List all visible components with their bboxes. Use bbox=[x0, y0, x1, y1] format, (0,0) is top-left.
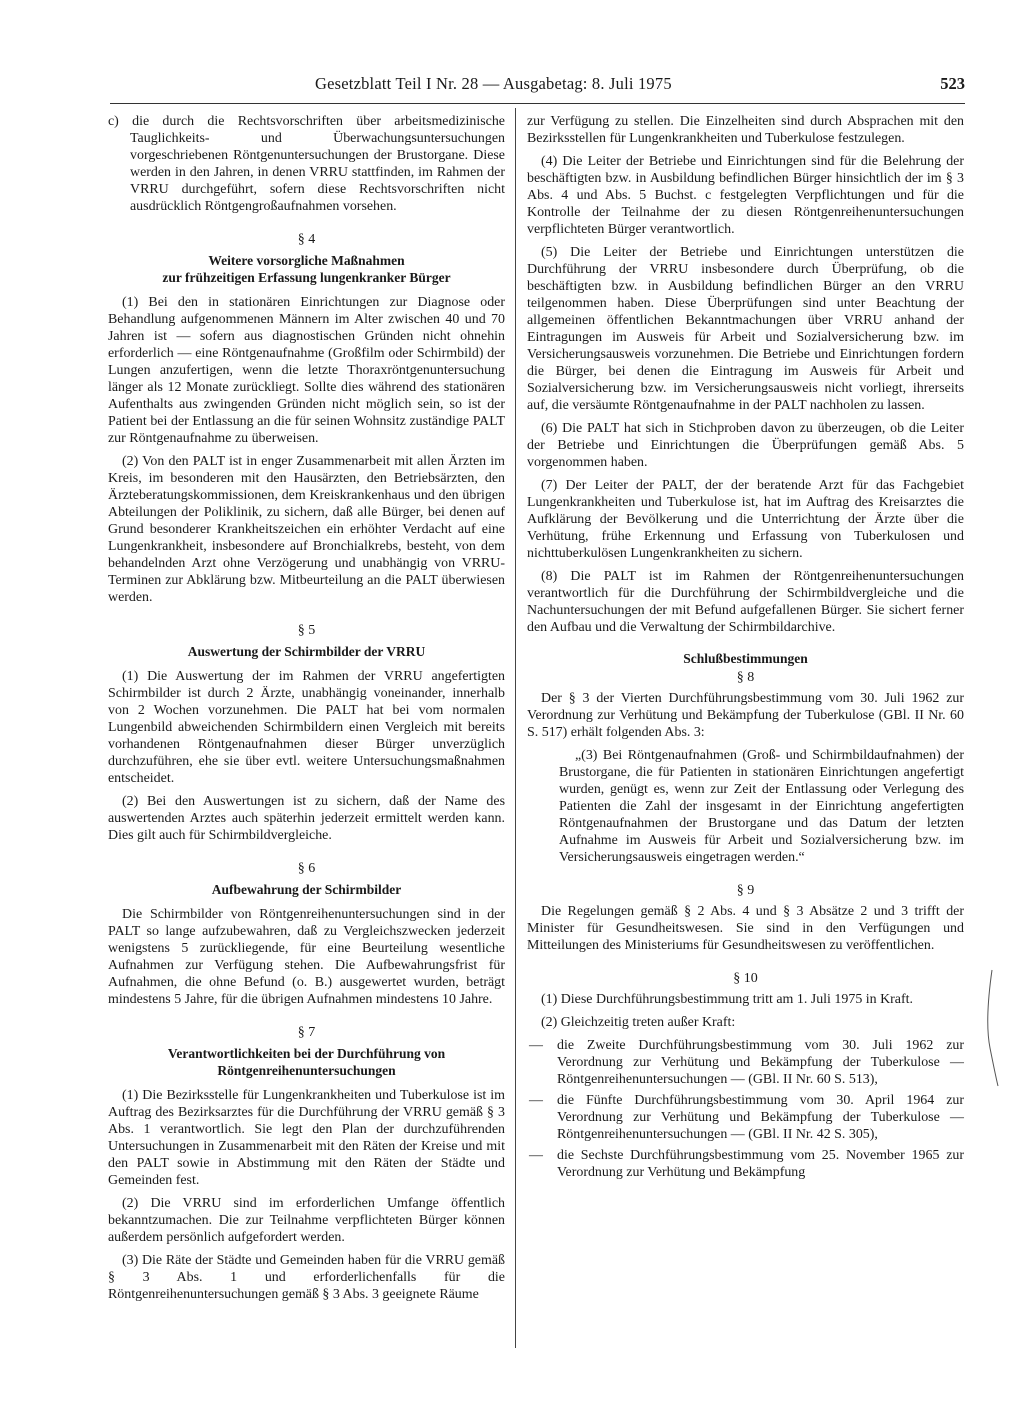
section-7-title-line-2: Röntgenreihenuntersuchungen bbox=[217, 1063, 396, 1078]
section-7-paragraph-6: (6) Die PALT hat sich in Stichproben davon zu überzeugen, ob die Leiter der Betriebe und Einrichtungen die Überprüfungen gemäß Abs. 5 vorgenommen haben. bbox=[527, 421, 964, 470]
section-10-number: § 10 bbox=[733, 971, 758, 986]
section-7-paragraph-4: (4) Die Leiter der Betriebe und Einrichtungen sind für die Belehrung der beschäftigten bzw. in Ausbildung befindlichen Bürger hinsichtlich der im § 3 Abs. 4 und Abs. 5 Buchst. c festgelegten Verpflichtungen und für die Kontrolle der Teilnahme der zu diesen Röntgenreihenuntersuchungen verpflichteten Bürger verantwortlich. bbox=[527, 154, 964, 237]
section-10-paragraph-2: (2) Gleichzeitig treten außer Kraft: bbox=[541, 1015, 736, 1030]
section-6-title: Aufbewahrung der Schirmbilder bbox=[211, 882, 402, 897]
section-4-paragraph-2: (2) Von den PALT ist in enger Zusammenarbeit mit allen Ärzten im Kreis, im besonderen mit den Hausärzten, den Betriebsärzten, den Ärzteberatungskommissionen, dem Kreiskrankenhaus und den übrigen Abteilungen der Poliklinik, zu sichern, daß alle Bürger, bei denen auf Grund besonderer Krankheitszeichen ein erhöhter Verdacht auf eine Lungenkrankheit, insbesondere auf Bronchialkrebs, besteht, von dem behandelnden Arzt ohne Verzögerung und unabhängig von VRRU-Terminen zur Abklärung bzw. Mitbeurteilung an die PALT überwiesen werden. bbox=[108, 454, 505, 605]
section-4-number: § 4 bbox=[297, 232, 316, 247]
section-7-paragraph-3: (3) Die Räte der Städte und Gemeinden haben für die VRRU gemäß § 3 Abs. 1 und erforderlichenfalls für die Röntgenreihenuntersuchungen gemäß § 3 Abs. 3 geeignete Räume bbox=[108, 1253, 505, 1302]
list-item bbox=[527, 1037, 964, 1088]
section-4-title-line-1: Weitere vorsorgliche Maßnahmen bbox=[208, 253, 405, 268]
section-8-paragraph-1: Der § 3 der Vierten Durchführungsbestimmung vom 30. Juli 1962 zur Verordnung zur Verhütung und Bekämpfung der Tuberkulose (GBl. II Nr. 60 S. 517) erhält folgenden Abs. 3: bbox=[527, 691, 964, 740]
section-10-paragraph-1: (1) Diese Durchführungsbestimmung tritt am 1. Juli 1975 in Kraft. bbox=[541, 992, 913, 1007]
dash-marker: — bbox=[529, 1038, 543, 1053]
list-item bbox=[527, 1092, 964, 1143]
header-title: Gesetzblatt Teil I Nr. 28 — Ausgabetag: 8. Juli 1975 bbox=[315, 74, 672, 93]
section-7-paragraph-8: (8) Die PALT ist im Rahmen der Röntgenreihenuntersuchungen verantwortlich für die Durchführung der Schirmbildvergleiche und die Nachuntersuchungen der mit Befund aufgefallenen Bürger. Sie sichert ferner den Aufbau und die Verwaltung der Schirmbildarchive. bbox=[527, 569, 964, 635]
list-item bbox=[527, 1147, 964, 1181]
section-8-quote: „(3) Bei Röntgenaufnahmen (Groß- und Schirmbildaufnahmen) der Brustorgane, die für Patienten in stationären Einrichtungen angefertigt wurden, genügt es, wenn zur Zeit der Entlassung oder Verlegung des Patienten die Zahl der insgesamt in der Einrichtung angefertigten Röntgenaufnahmen der Brustorgane und das Datum der letzten Aufnahme im Ausweis für Arbeit und Sozialversicherung bzw. im Versicherungsausweis eingetragen werden.“ bbox=[559, 748, 964, 865]
left-column bbox=[108, 113, 505, 1309]
header-rule bbox=[110, 103, 965, 104]
section-7-paragraph-7: (7) Der Leiter der PALT, der der beratende Arzt für das Fachgebiet Lungenkrankheiten und Tuberkulose ist, hat im Auftrag des Kreisarztes die Aufklärung der Bevölkerung und die Unterrichtung der Ärzte über die Verhütung, frühe Erkennung und Erfassung von Tuberkulosen und nichttuberkulösen Lungenkrankheiten zu sichern. bbox=[527, 478, 964, 561]
list-item-text: die Sechste Durchführungsbestimmung vom 25. November 1965 zur Verordnung zur Verhütung und Bekämpfung bbox=[557, 1148, 964, 1180]
section-6-paragraph-1: Die Schirmbilder von Röntgenreihenuntersuchungen sind in der PALT so lange aufzubewahren, daß zu Vergleichszwecken jederzeit wenigstens 5 zurückliegende, für eine Beurteilung wesentliche Aufnahmen zur Verfügung stehen. Die Aufbewahrungsfrist für Aufnahmen, die ohne Befund (o. B.) ausgewertet wurden, beträgt mindestens 5 Jahre, für die übrigen Aufnahmen mindestens 10 Jahre. bbox=[108, 907, 505, 1007]
section-7-paragraph-1: (1) Die Bezirksstelle für Lungenkrankheiten und Tuberkulose ist im Auftrag des Bezirksarztes für die Durchführung der VRRU gemäß § 3 Abs. 1 verantwortlich. Sie legt den Plan der durchzuführenden Untersuchungen in Zusammenarbeit mit den Räten der Kreise und mit den PALT sowie in Abstimmung mit den Räten der Städte und Gemeinden fest. bbox=[108, 1088, 505, 1188]
page-header bbox=[110, 74, 965, 94]
final-provisions-title: Schlußbestimmungen bbox=[683, 651, 808, 666]
section-9-number: § 9 bbox=[736, 883, 755, 898]
section-9-paragraph-1: Die Regelungen gemäß § 2 Abs. 4 und § 3 Absätze 2 und 3 trifft der Minister für Gesundheitswesen. Sie sind in den Verfügungen und Mitteilungen des Ministeriums für Gesundheitswesen zu veröffentlichen. bbox=[527, 904, 964, 953]
section-7-number: § 7 bbox=[297, 1025, 316, 1040]
section-7-title-line-1: Verantwortlichkeiten bei der Durchführung von bbox=[167, 1046, 446, 1061]
column-divider bbox=[515, 108, 516, 1348]
list-item-text: die Zweite Durchführungsbestimmung vom 30. Juli 1962 zur Verordnung zur Verhütung und Bekämpfung der Tuberkulose — Röntgenreihenuntersuchungen — (GBl. II Nr. 60 S. 513), bbox=[557, 1038, 964, 1087]
dash-marker: — bbox=[529, 1093, 543, 1108]
section-7-paragraph-5: (5) Die Leiter der Betriebe und Einrichtungen unterstützen die Durchführung der VRRU insbesondere durch Überprüfung, ob die beschäftigten bzw. in Ausbildung befindlichen Bürger an den VRRU teilgenommen haben. Diese Überprüfungen sind unter Beachtung der allgemeinen öffentlichen Bekanntmachungen über VRRU anhand der Eintragungen im Ausweis für Arbeit und Sozialversicherung bzw. im Versicherungsausweis vorzunehmen. Die Betriebe und Einrichtungen fordern die Bürger, bei denen die Eintragung im Ausweis für Arbeit und Sozialversicherung bzw. im Versicherungsausweis nicht vorliegt, ihrerseits auf, die versäumte Röntgenaufnahme in der PALT nachholen zu lassen. bbox=[527, 245, 964, 413]
section-8-number: § 8 bbox=[736, 670, 755, 685]
margin-pencil-mark bbox=[984, 968, 1004, 1088]
section-5-paragraph-2: (2) Bei den Auswertungen ist zu sichern, daß der Name des auswertenden Arztes auch späterhin jederzeit ermittelt werden kann. Dies gilt auch für Schirmbildvergleiche. bbox=[108, 794, 505, 843]
dash-marker: — bbox=[529, 1148, 543, 1163]
repealed-list bbox=[527, 1037, 964, 1181]
section-7-continuation: zur Verfügung zu stellen. Die Einzelheiten sind durch Absprachen mit den Bezirksstellen für Lungenkrankheiten und Tuberkulose festzulegen. bbox=[527, 114, 964, 146]
page-number: 523 bbox=[940, 74, 965, 93]
section-6-number: § 6 bbox=[297, 861, 316, 876]
section-5-number: § 5 bbox=[297, 623, 316, 638]
item-c: c) die durch die Rechtsvorschriften über arbeitsmedizinische Tauglichkeits- und Überwachungsuntersuchungen vorgeschriebenen Röntgenuntersuchungen der Brustorgane. Diese werden in den Jahren, in denen VRRU stattfinden, im Rahmen der VRRU durchgeführt, sofern diese Rechtsvorschriften nicht ausdrücklich Röntgengroßaufnahmen vorsehen. bbox=[108, 114, 505, 214]
section-4-paragraph-1: (1) Bei den in stationären Einrichtungen zur Diagnose oder Behandlung aufgenommenen Männern im Alter zwischen 40 und 70 Jahren ist — sofern aus diagnostischen Gründen nicht ohnehin erforderlich — eine Röntgenaufnahme (Großfilm oder Schirmbild) der Lungen anzufertigen, wenn die letzte Thoraxröntgenuntersuchung länger als 12 Monate zurückliegt. Sollte dies während des stationären Aufenthalts aus zwingenden Gründen nicht möglich sein, so ist der Patient bei der Entlassung an die für seinen Wohnsitz zuständige PALT zur Röntgenaufnahme zu überweisen. bbox=[108, 295, 505, 446]
section-5-paragraph-1: (1) Die Auswertung der im Rahmen der VRRU angefertigten Schirmbilder ist durch 2 Ärzte, unabhängig voneinander, innerhalb von 2 Wochen vorzunehmen. Die PALT hat bei vom normalen Lungenbild abweichenden Schirmbildern einen Vergleich mit bereits vorhandenen Röntgenaufnahmen dieser Bürger unverzüglich durchzuführen, ehe sie über evtl. weitere Untersuchungsmaßnahmen entscheidet. bbox=[108, 669, 505, 786]
right-column bbox=[527, 113, 964, 1185]
section-4-title-line-2: zur frühzeitigen Erfassung lungenkranker Bürger bbox=[162, 270, 451, 285]
list-item-text: die Fünfte Durchführungsbestimmung vom 30. April 1964 zur Verordnung zur Verhütung und Bekämpfung der Tuberkulose — Röntgenreihenuntersuchungen — (GBl. II Nr. 42 S. 305), bbox=[557, 1093, 964, 1142]
section-7-paragraph-2: (2) Die VRRU sind im erforderlichen Umfange öffentlich bekanntzumachen. Die zur Teilnahme verpflichteten Bürger können außerdem persönlich aufgefordert werden. bbox=[108, 1196, 505, 1245]
section-5-title: Auswertung der Schirmbilder der VRRU bbox=[187, 644, 426, 659]
